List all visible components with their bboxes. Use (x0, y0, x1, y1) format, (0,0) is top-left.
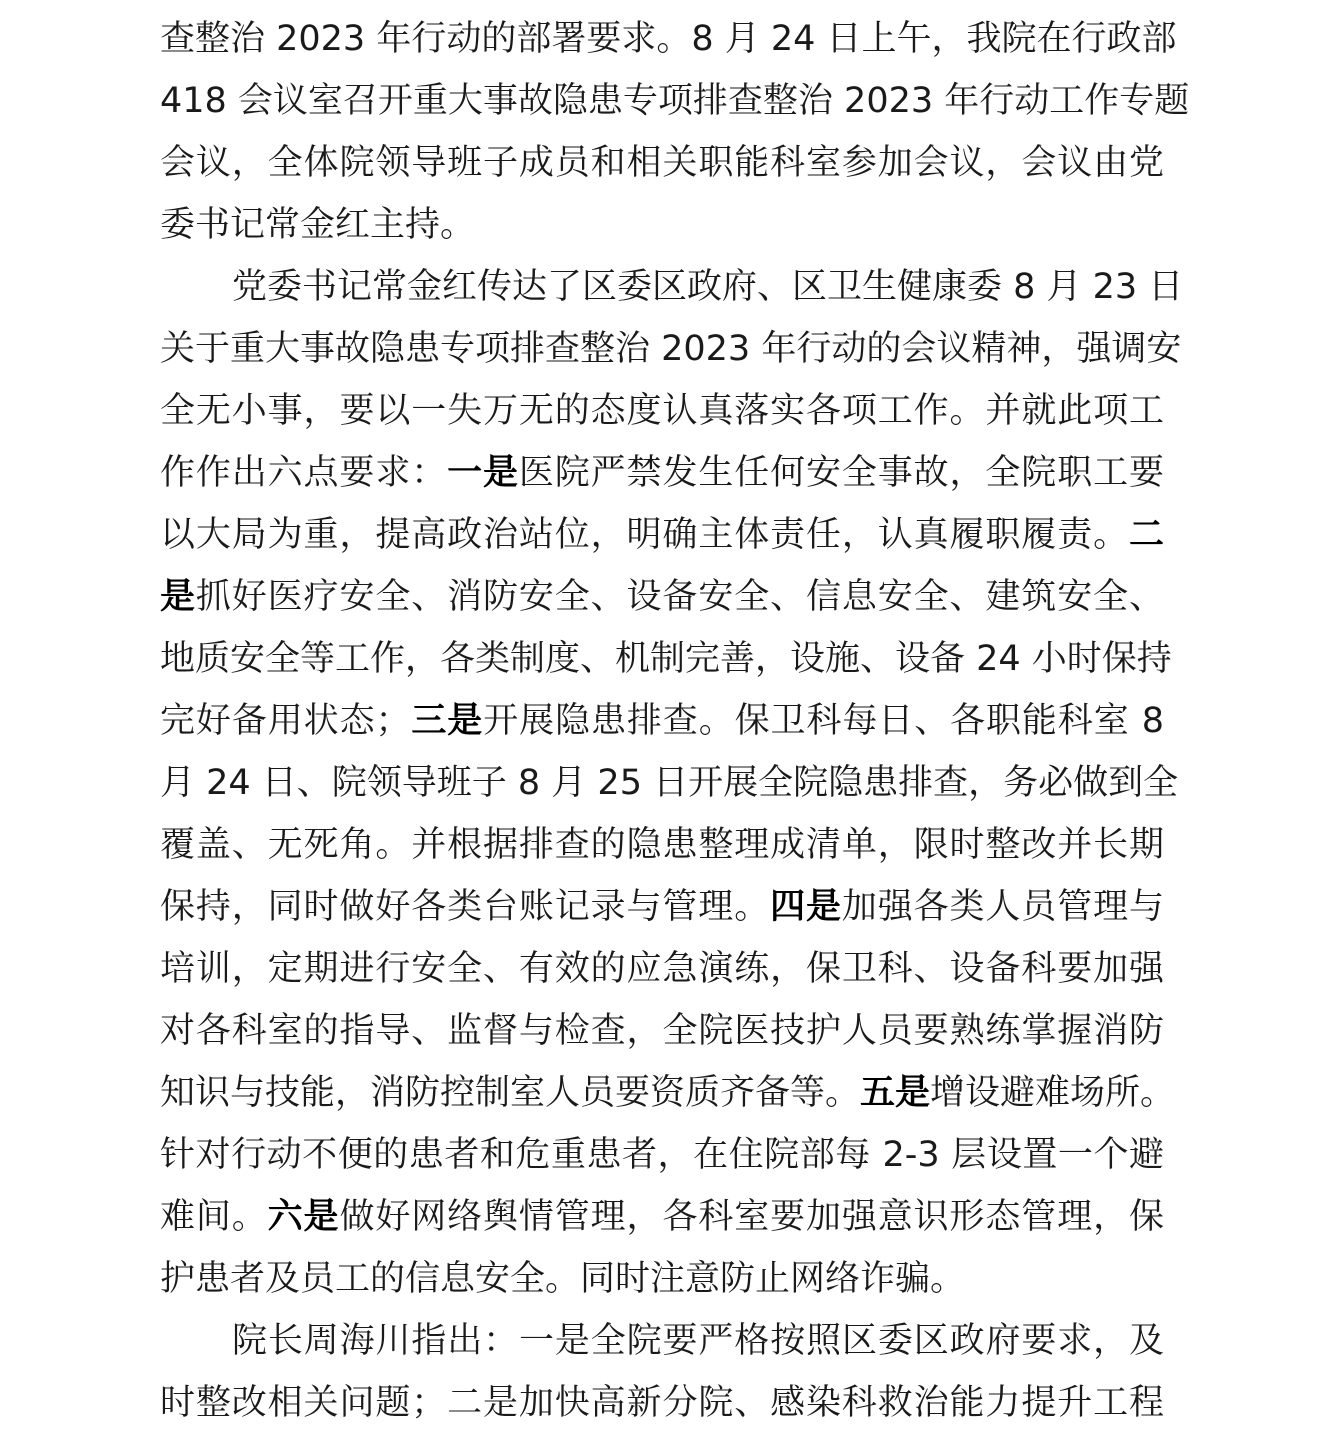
text-line (160, 1310, 1164, 1372)
text-line (160, 1372, 1164, 1434)
text-line (160, 938, 1164, 1000)
emphasis-keyword: 一是 (447, 453, 519, 493)
text-segment: 完好备用状态； (160, 701, 411, 741)
text-segment: 党委书记常金红传达了区委区政府、区卫生健康委 8 月 23 日 (232, 267, 1184, 307)
text-segment: 作作出六点要求： (160, 453, 448, 493)
text-segment: 覆盖、无死角。并根据排查的隐患整理成清单，限时整改并长期 (160, 825, 1164, 865)
emphasis-keyword: 二 (1128, 515, 1164, 555)
text-line (160, 1186, 1164, 1248)
text-line (160, 504, 1164, 566)
text-segment: 增设避难场所。 (930, 1073, 1176, 1113)
text-line (160, 566, 1164, 628)
text-segment: 月 24 日、院领导班子 8 月 25 日开展全院隐患排查，务必做到全 (160, 763, 1179, 803)
text-segment: 难间。 (160, 1197, 268, 1237)
text-line (160, 380, 1164, 442)
text-line (160, 1248, 1164, 1310)
emphasis-keyword: 是 (160, 577, 196, 617)
text-line (160, 690, 1164, 752)
text-line (160, 814, 1164, 876)
text-segment: 关于重大事故隐患专项排查整治 2023 年行动的会议精神，强调安 (160, 329, 1182, 369)
text-segment: 委书记常金红主持。 (160, 205, 476, 245)
text-segment: 保持，同时做好各类台账记录与管理。 (160, 887, 771, 927)
text-line (160, 132, 1164, 194)
text-segment: 以大局为重，提高政治站位，明确主体责任，认真履职履责。 (160, 515, 1129, 555)
text-segment: 开展隐患排查。保卫科每日、各职能科室 8 (483, 701, 1164, 741)
text-line (160, 442, 1164, 504)
text-line (160, 628, 1172, 690)
text-segment: 培训，定期进行安全、有效的应急演练，保卫科、设备科要加强 (160, 949, 1164, 989)
text-segment: 针对行动不便的患者和危重患者，在住院部每 2-3 层设置一个避 (160, 1135, 1164, 1175)
emphasis-keyword: 三是 (410, 701, 484, 741)
body-text (160, 8, 1190, 1434)
text-line (160, 876, 1164, 938)
text-segment: 会议，全体院领导班子成员和相关职能科室参加会议，会议由党 (160, 143, 1164, 183)
text-segment: 护患者及员工的信息安全。同时注意防止网络诈骗。 (160, 1259, 966, 1299)
text-segment: 地质安全等工作，各类制度、机制完善，设施、设备 24 小时保持 (160, 639, 1172, 679)
text-segment: 医院严禁发生任何安全事故，全院职工要 (518, 453, 1164, 493)
text-segment: 院长周海川指出：一是全院要严格按照区委区政府要求，及 (232, 1321, 1164, 1361)
text-segment: 做好网络舆情管理，各科室要加强意识形态管理，保 (339, 1197, 1164, 1237)
text-segment: 知识与技能，消防控制室人员要资质齐备等。 (160, 1073, 861, 1113)
text-segment: 加强各类人员管理与 (841, 887, 1164, 927)
text-segment: 418 会议室召开重大事故隐患专项排查整治 2023 年行动工作专题 (160, 81, 1190, 121)
text-line (160, 256, 1184, 318)
text-line (160, 194, 1164, 256)
text-line (160, 318, 1182, 380)
text-line (160, 1000, 1164, 1062)
text-line (160, 1124, 1164, 1186)
emphasis-keyword: 六是 (267, 1197, 340, 1237)
text-line (160, 70, 1190, 132)
text-segment: 全无小事，要以一失万无的态度认真落实各项工作。并就此项工 (160, 391, 1164, 431)
emphasis-keyword: 四是 (770, 887, 842, 927)
text-line (160, 8, 1177, 70)
text-segment: 抓好医疗安全、消防安全、设备安全、信息安全、建筑安全、 (195, 577, 1164, 617)
text-segment: 时整改相关问题；二是加快高新分院、感染科救治能力提升工程 (160, 1383, 1164, 1423)
text-line (160, 752, 1179, 814)
emphasis-keyword: 五是 (860, 1073, 931, 1113)
text-segment: 对各科室的指导、监督与检查，全院医技护人员要熟练掌握消防 (160, 1011, 1164, 1051)
text-line (160, 1062, 1176, 1124)
text-segment: 查整治 2023 年行动的部署要求。8 月 24 日上午，我院在行政部 (160, 19, 1177, 59)
